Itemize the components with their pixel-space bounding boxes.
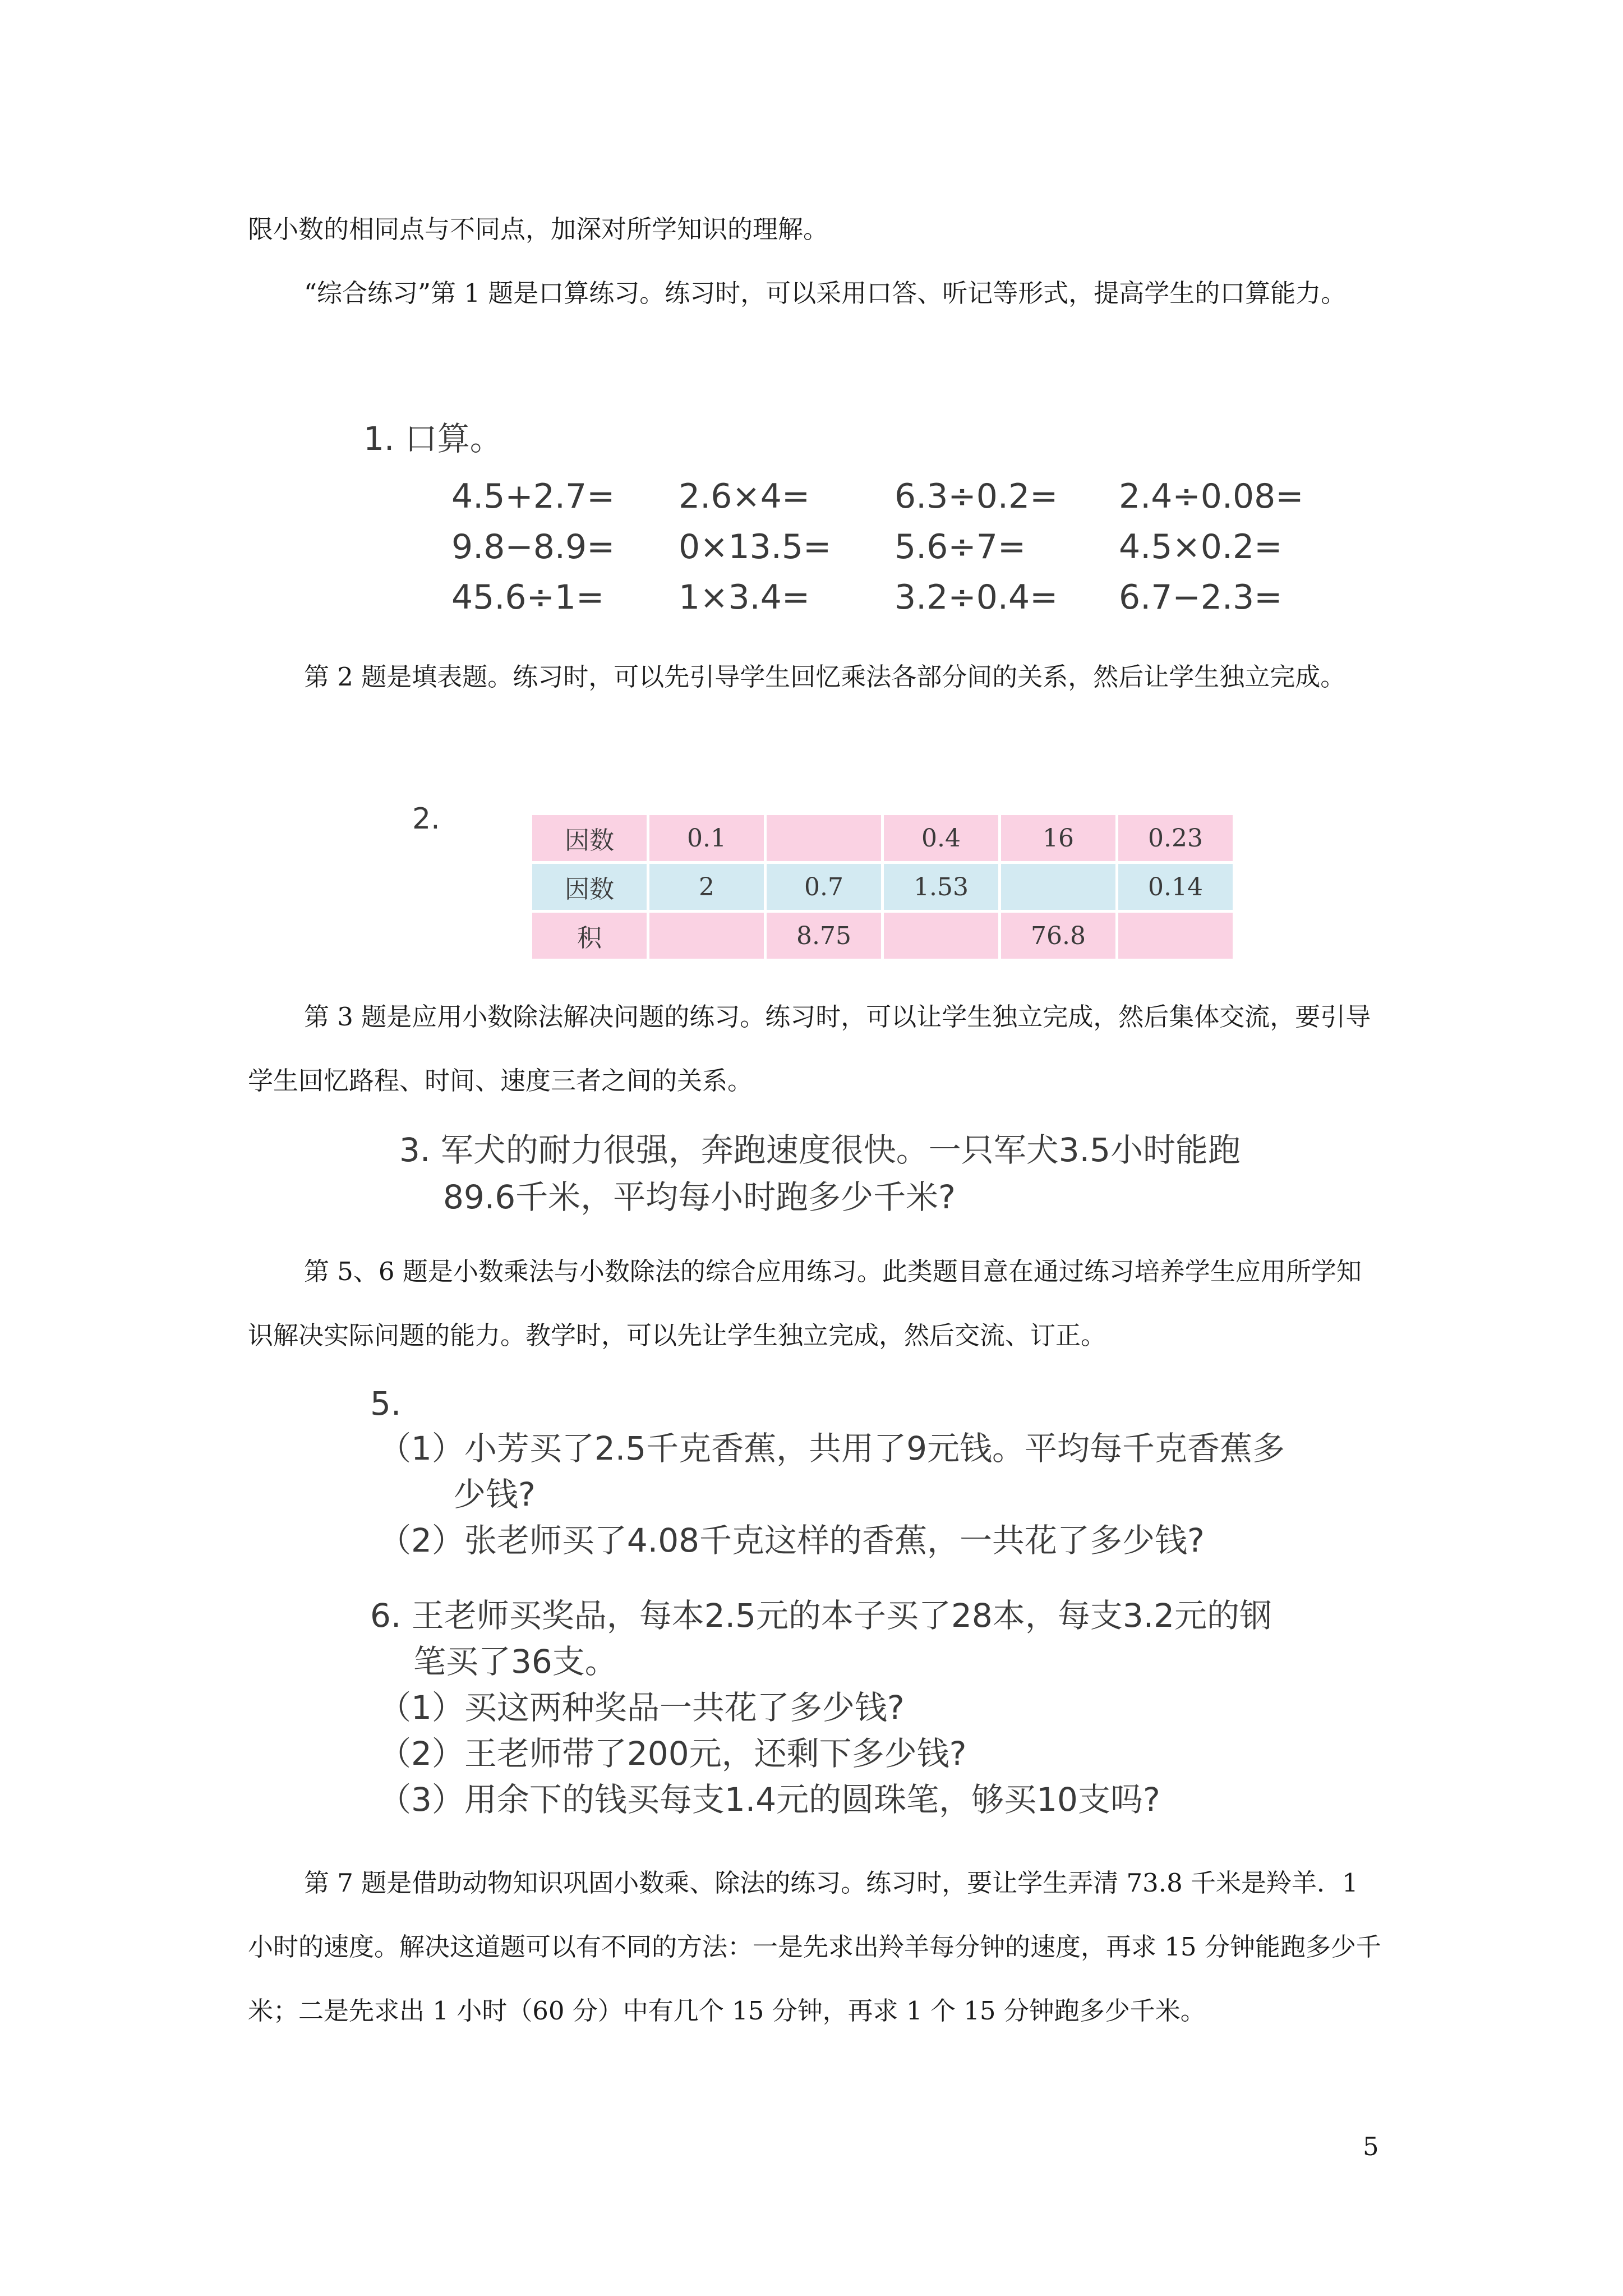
exercise1-heading: 1. 口算。	[363, 420, 502, 458]
table-cell	[648, 912, 766, 960]
page-number: 5	[1363, 2132, 1379, 2161]
table-row-label: 因数	[531, 814, 648, 863]
exercise5-line: （2）张老师买了4.08千克这样的香蕉，一共花了多少钱?	[379, 1521, 1205, 1559]
paragraph-exercise7: 第 7 题是借助动物知识巩固小数乘、除法的练习。练习时，要让学生弄清 73.8 千米是羚羊．1 小时的速度。解决这道题可以有不同的方法：一是先求出羚羊每分钟的速度，再求 15 分钟能跑多少千米；二是先求出 1 小时（60 分）中有几个 15 分钟，再求 1 个 15 分钟跑多少千米。	[248, 1868, 1381, 2026]
table-cell: 0.14	[1117, 863, 1234, 912]
exercise5-line: 少钱?	[453, 1475, 536, 1513]
paragraph-exercise3: 第 3 题是应用小数除法解决问题的练习。练习时，可以让学生独立完成，然后集体交流，要引导学生回忆路程、时间、速度三者之间的关系。	[248, 1002, 1371, 1096]
exercise6-line: （1）买这两种奖品一共花了多少钱?	[379, 1688, 905, 1727]
mental-math-item: 4.5×0.2=	[1119, 527, 1283, 567]
table-row	[531, 814, 1234, 863]
table-cell: 0.1	[648, 814, 766, 863]
mental-math-item: 2.6×4=	[679, 477, 810, 516]
table-cell: 0.7	[766, 863, 883, 912]
mental-math-item: 6.7−2.3=	[1119, 578, 1283, 617]
table-row	[531, 912, 1234, 960]
table-cell	[1000, 863, 1117, 912]
table-cell: 1.53	[883, 863, 1000, 912]
exercise6-line: 笔买了36支。	[413, 1642, 617, 1681]
exercise6-line: （2）王老师带了200元，还剩下多少钱?	[379, 1734, 967, 1773]
mental-math-item: 9.8−8.9=	[451, 527, 615, 567]
exercise3-line: 89.6千米，平均每小时跑多少千米?	[443, 1178, 956, 1216]
mental-math-item: 6.3÷0.2=	[895, 477, 1058, 516]
table-cell: 2	[648, 863, 766, 912]
table-cell	[1117, 912, 1234, 960]
exercise5-line: （1）小芳买了2.5千克香蕉，共用了9元钱。平均每千克香蕉多	[379, 1429, 1285, 1467]
exercise2-heading: 2.	[412, 802, 440, 836]
paragraph-intro: 限小数的相同点与不同点，加深对所学知识的理解。	[248, 214, 829, 244]
factor-product-table	[529, 812, 1235, 961]
mental-math-item: 4.5+2.7=	[451, 477, 615, 516]
table-cell: 76.8	[1000, 912, 1117, 960]
table-cell: 0.4	[883, 814, 1000, 863]
exercise3-line: 3. 军犬的耐力很强，奔跑速度很快。一只军犬3.5小时能跑	[399, 1131, 1241, 1169]
mental-math-item: 45.6÷1=	[451, 578, 605, 617]
table-row-label: 因数	[531, 863, 648, 912]
paragraph-exercise1: “综合练习”第 1 题是口算练习。练习时，可以采用口答、听记等形式，提高学生的口算能力。	[304, 278, 1347, 308]
paragraph-exercise2: 第 2 题是填表题。练习时，可以先引导学生回忆乘法各部分间的关系，然后让学生独立完成。	[304, 662, 1346, 692]
exercise6-line: 6. 王老师买奖品，每本2.5元的本子买了28本，每支3.2元的钢	[370, 1596, 1272, 1635]
table-row	[531, 863, 1234, 912]
table-cell: 16	[1000, 814, 1117, 863]
exercise5-heading: 5.	[370, 1384, 402, 1423]
table-row-label: 积	[531, 912, 648, 960]
mental-math-item: 2.4÷0.08=	[1119, 477, 1304, 516]
mental-math-item: 1×3.4=	[679, 578, 810, 617]
mental-math-item: 5.6÷7=	[895, 527, 1026, 567]
mental-math-item: 0×13.5=	[679, 527, 832, 567]
table-cell: 8.75	[766, 912, 883, 960]
table-cell: 0.23	[1117, 814, 1234, 863]
table-cell	[766, 814, 883, 863]
mental-math-item: 3.2÷0.4=	[895, 578, 1058, 617]
exercise6-line: （3）用余下的钱买每支1.4元的圆珠笔，够买10支吗?	[379, 1780, 1160, 1819]
paragraph-exercise5-6: 第 5、6 题是小数乘法与小数除法的综合应用练习。此类题目意在通过练习培养学生应用所学知识解决实际问题的能力。教学时，可以先让学生独立完成，然后交流、订正。	[248, 1257, 1362, 1350]
table-cell	[883, 912, 1000, 960]
